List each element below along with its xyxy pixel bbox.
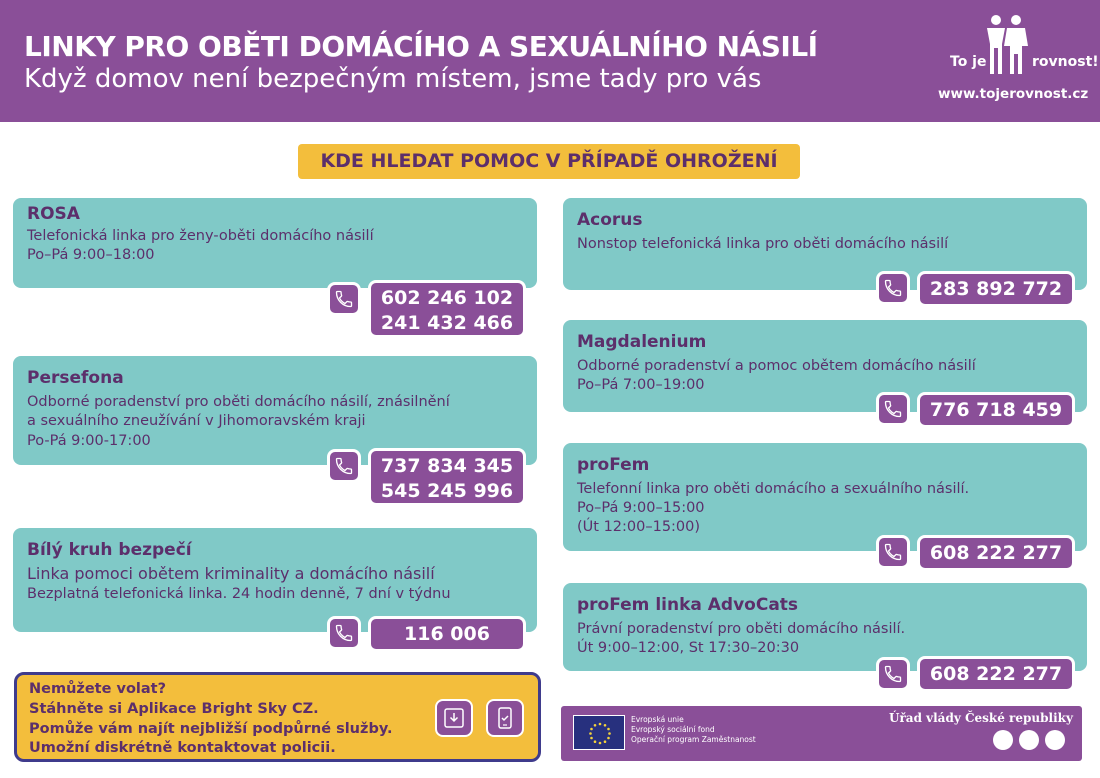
page-subtitle: Když domov není bezpečným místem, jsme tady pro vás: [24, 64, 762, 94]
card-line: Po-Pá 9:00-17:00: [27, 433, 151, 449]
phone-number[interactable]: 283 892 772: [929, 278, 1063, 300]
phone-icon: [876, 535, 910, 569]
card-line: (Út 12:00–15:00): [577, 519, 701, 535]
card-line: Telefonická linka pro ženy-oběti domácího násilí: [27, 228, 374, 244]
page-title: LINKY PRO OBĚTI DOMÁCÍHO A SEXUÁLNÍHO NÁSILÍ: [24, 30, 818, 63]
bright-sky-notice: [14, 672, 541, 762]
notice-line: Umožní diskrétně kontaktovat policii.: [29, 740, 336, 756]
gov-office-name: Úřad vlády České republiky: [889, 711, 1073, 725]
phone-number[interactable]: 116 006: [404, 623, 490, 645]
emblem-icon: [1019, 730, 1039, 750]
eu-flag-icon: [573, 715, 625, 750]
notice-line: Stáhněte si Aplikace Bright Sky CZ.: [29, 701, 319, 717]
phone-number[interactable]: 602 246 102: [380, 287, 514, 309]
notice-heading: Nemůžete volat?: [29, 681, 166, 697]
phone-icon: [327, 282, 361, 316]
phone-icon: [327, 449, 361, 483]
phone-icon: [876, 657, 910, 691]
phone-number-box[interactable]: [917, 535, 1075, 571]
card-line: Po–Pá 7:00–19:00: [577, 377, 705, 393]
card-line: Telefonní linka pro oběti domácího a sexuálního násilí.: [577, 481, 970, 497]
phone-number[interactable]: 241 432 466: [380, 312, 514, 334]
phone-number-box[interactable]: [917, 392, 1075, 428]
card-name: proFem linka AdvoCats: [577, 595, 799, 615]
card-line: Právní poradenství pro oběti domácího násilí.: [577, 621, 906, 637]
section-banner: KDE HLEDAT POMOC V PŘÍPADĚ OHROŽENÍ: [298, 144, 800, 179]
emblem-icon: [1045, 730, 1065, 750]
gov-emblems: [993, 730, 1069, 754]
phone-icon: [327, 616, 361, 650]
phone-number-box[interactable]: [368, 448, 526, 506]
header: [0, 0, 1100, 122]
card-line: Linka pomoci obětem kriminality a domácího násilí: [27, 564, 435, 583]
phone-number-box[interactable]: [368, 280, 526, 338]
helpline-card-rosa: [13, 198, 537, 288]
eu-line: Operační program Zaměstnanost: [631, 735, 756, 744]
phone-number[interactable]: 737 834 345: [380, 455, 514, 477]
card-name: ROSA: [27, 204, 80, 224]
people-logo-icon: [982, 14, 1032, 76]
eu-line: Evropská unie: [631, 715, 684, 724]
footer-logos: [561, 706, 1082, 761]
card-name: proFem: [577, 455, 650, 475]
card-name: Magdalenium: [577, 332, 707, 352]
eu-text: [631, 715, 756, 745]
card-line: a sexuálního zneužívání v Jihomoravském kraji: [27, 413, 366, 429]
smartphone-check-icon[interactable]: [486, 699, 524, 737]
card-line: Nonstop telefonická linka pro oběti domácího násilí: [577, 236, 949, 252]
card-name: Acorus: [577, 210, 643, 230]
logo-text-right: rovnost!: [1032, 54, 1099, 70]
card-line: Po–Pá 9:00–18:00: [27, 247, 155, 263]
phone-number[interactable]: 545 245 996: [380, 480, 514, 502]
card-line: Út 9:00–12:00, St 17:30–20:30: [577, 640, 800, 656]
phone-number[interactable]: 608 222 277: [929, 663, 1063, 685]
card-line: Odborné poradenství pro oběti domácího násilí, znásilnění: [27, 394, 450, 410]
notice-line: Pomůže vám najít nejbližší podpůrné služby.: [29, 721, 393, 737]
emblem-icon: [993, 730, 1013, 750]
phone-icon: [876, 271, 910, 305]
download-icon[interactable]: [435, 699, 473, 737]
card-line: Po–Pá 9:00–15:00: [577, 500, 705, 516]
phone-number[interactable]: 776 718 459: [929, 399, 1063, 421]
card-line: Bezplatná telefonická linka. 24 hodin denně, 7 dní v týdnu: [27, 586, 451, 602]
phone-number-box[interactable]: [368, 616, 526, 652]
to-je-rovnost-logo: [938, 14, 1099, 109]
card-name: Bílý kruh bezpečí: [27, 540, 192, 560]
logo-url[interactable]: www.tojerovnost.cz: [938, 86, 1089, 102]
card-line: Odborné poradenství a pomoc obětem domácího násilí: [577, 358, 976, 374]
logo-text-left: To je: [950, 54, 987, 70]
phone-number[interactable]: 608 222 277: [929, 542, 1063, 564]
card-name: Persefona: [27, 368, 124, 388]
phone-icon: [876, 392, 910, 426]
phone-number-box[interactable]: [917, 271, 1075, 307]
phone-number-box[interactable]: [917, 656, 1075, 692]
eu-line: Evropský sociální fond: [631, 725, 715, 734]
